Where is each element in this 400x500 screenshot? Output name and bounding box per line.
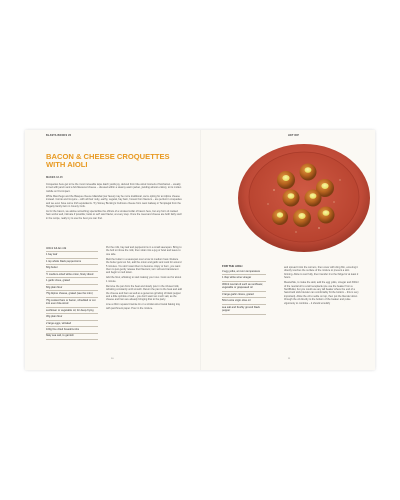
recipe-yield: MAKES 12-15 — [46, 176, 63, 179]
method-paragraph: Put the milk, bay leaf and peppercorns in a small saucepan. Bring to the boil to infuse the milk, then strain into a jug or bowl and leave to one side. — [106, 246, 182, 256]
ingredient-item: 30g plain flour — [46, 314, 98, 320]
method-paragraph: Remove the pan from the heat and slowly pour in the infused milk, whisking constantly until smooth. Return the pan to the heat and add the cheese and ham as well as a generous grinding of black pepper and a little sprinkle of salt – you don't want too much salt, as the cheese and ham are already bringing that to the party. — [106, 284, 182, 302]
method-paragraph: Melt the butter in a saucepan over a low to medium heat. Reduce the butter gets too hot, add the onion and garlic and cook for around 5 minutes. You don't want them to become crispy or burn, you want them to just gently release their flavours; turn soft and translucent and begin to melt down. — [106, 257, 182, 275]
ingredient-item: flaky sea salt, to garnish — [46, 334, 98, 340]
ingredient-item: ½ medium-sized white onion, finely diced — [46, 272, 98, 278]
ingredient-list — [46, 246, 98, 340]
croquettes-photo — [204, 140, 372, 252]
book-spread — [25, 130, 375, 370]
ingredient-item: 75g Alpine cheese, grated (see the intro) — [46, 291, 98, 297]
method-paragraph: Add the flour, whisking to start making your roux. Cook out for about 1 minute. — [106, 276, 182, 283]
method-paragraph: Line a 20cm square brownie tin or a similar-sized metal baking tray with parchment paper. Pour in the mixture. — [106, 303, 181, 310]
ingredient-item: sea salt and freshly ground black pepper — [222, 305, 266, 315]
ingredient-item: 3 egg yolks, at room temperature — [222, 269, 266, 275]
recipe-method — [106, 246, 182, 312]
aioli-heading: FOR THE AIOLI — [222, 264, 243, 268]
right-running-head: HOT DIP — [288, 134, 300, 137]
ingredient-item: 60g plain flour — [46, 285, 98, 291]
aioli-ingredient-list — [222, 269, 266, 315]
right-page-number: 11 — [288, 358, 291, 360]
left-page — [25, 130, 200, 370]
ingredient-item: 1 tsp whole black peppercorns — [46, 259, 98, 265]
ingredient-item: 75g cooked ham or bacon, shredded or cut into even bite-sized — [46, 298, 98, 308]
ingredient-item: 400ml full-fat milk — [46, 246, 98, 252]
ingredient-item: 300ml neutral oil such as sunflower, vegetable or grapeseed oil — [222, 282, 266, 292]
left-running-head: BLASTA BOOKS #6 — [46, 134, 72, 137]
right-page — [200, 130, 375, 370]
ingredient-item: 3 large garlic cloves, grated — [222, 292, 266, 298]
recipe-intro — [46, 183, 182, 222]
ingredient-item: 1 tbsp white wine vinegar — [222, 275, 266, 281]
method-paragraph: and spread it into the corners, then cover with cling film, ensuring it directly touches the surface of the mixture to prevent a skin forming. Allow to cool fully, then transfer it to the fridge for at least 2 hours. — [284, 266, 359, 280]
intro-paragraph: While Manchego and the Basque cheese Idiazabal (our faves) may be more traditional, we're opting for an Alpine cheese instead. Comté and Gruyère – with all their nutty, earthy, vegetal, hay barn, honest from flavours – are perfect in croquettes and we even have some Irish equivalents. Try Stoney Bunting's Cuilmore cheese from west Galway or Templegal from the Hegarty family farm in County Cork. — [46, 194, 182, 209]
ingredient-item: 1 garlic clove, grated — [46, 278, 98, 284]
bowl — [238, 144, 370, 252]
method-paragraph: Meanwhile, to make the aioli, add the egg yolks, vinegar and 300ml of the neutral oil to a tall receptacle (we use the beaker from a NutriBullet, but you could use any tall beaker where the end of a hand-held stick blender can comfortably hit the bottom – this is very important). Allow the oil to settle on top, then put the blender down through the oil directly to the bottom of the beaker and pulse vigorously to combine – it should emulsify — [284, 281, 359, 305]
left-page-number: 10 — [111, 358, 114, 360]
ingredient-item: 2 large eggs, whisked — [46, 321, 98, 327]
ingredient-item: 1 bay leaf — [46, 252, 98, 258]
ingredient-item: 60g butter — [46, 265, 98, 271]
ingredient-item: 50ml extra virgin olive oil — [222, 298, 266, 304]
intro-paragraph: Croquettes here get to be the most moveable tapa. Each yields joy, derived from bite-sized morsels of béchamel – usually in bed with jamón and a full-flavoured cheese – dressed within a steamy-warm jacket, yielding almost entirely, to its molten middle on first impact. — [46, 183, 182, 193]
intro-paragraph: As for the bacon, we advise something special like the offcuts of a smoked collar of bacon here, but any form of cooked ham works well, intimate if possible; looks to self' said Xavier, at every step. Once the meat and cheese are both fairly swirl in the recipe, really try to use the best you can find. — [46, 210, 182, 220]
recipe-title: BACON & CHEESE CROQUETTES WITH AIOLI — [46, 152, 170, 169]
ingredient-item: sunflower or vegetable oil, for deep-frying — [46, 308, 98, 314]
aioli-method — [284, 266, 359, 307]
ingredient-item: 100g fine dried breadcrumbs — [46, 327, 98, 333]
